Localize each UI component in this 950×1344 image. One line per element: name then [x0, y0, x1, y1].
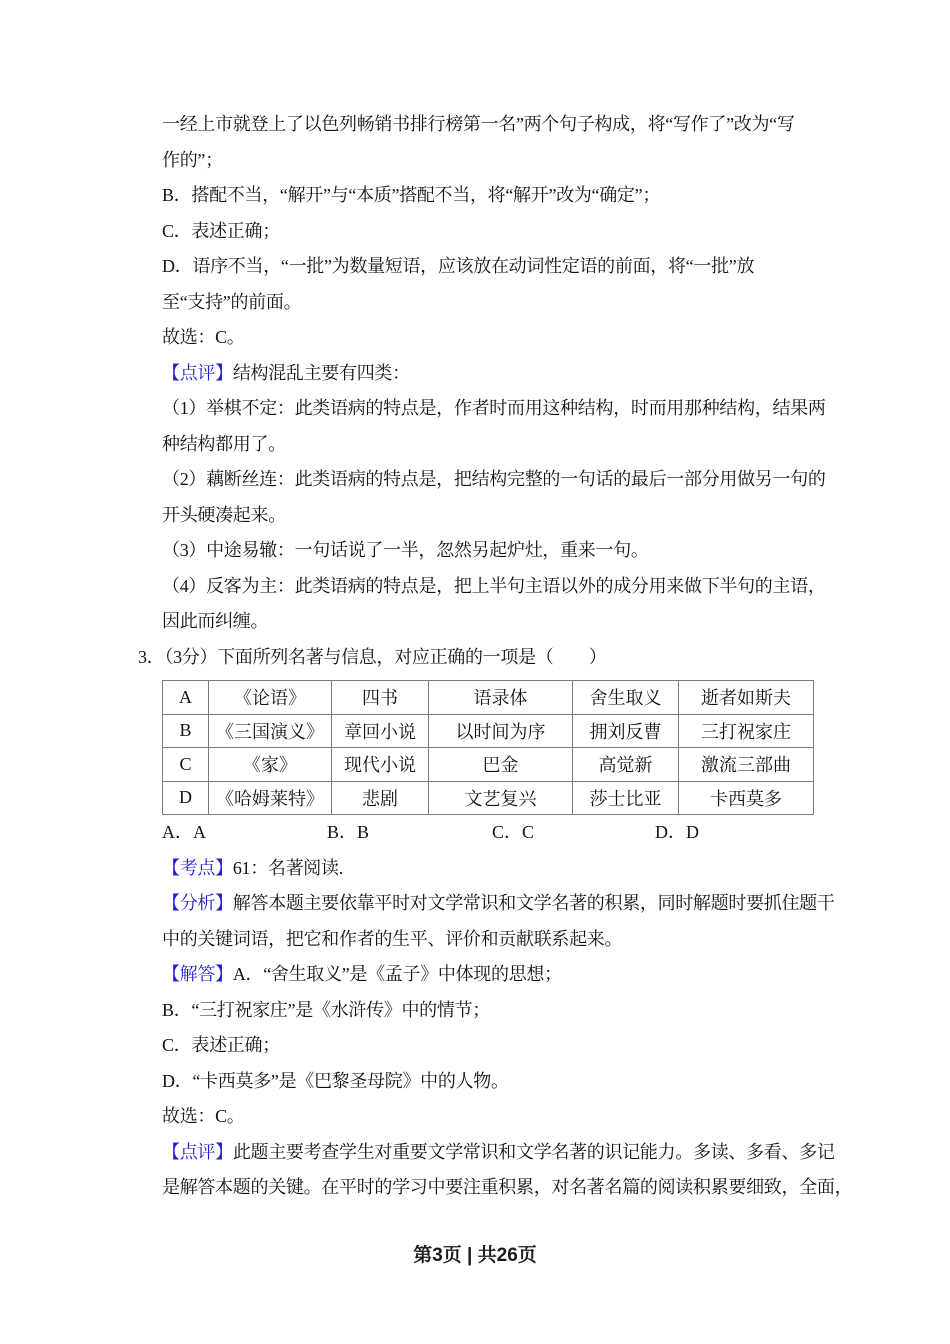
answer-content — [138, 107, 862, 1206]
option-b: B．B — [327, 822, 370, 842]
line-text: C．表述正确； — [162, 1035, 280, 1055]
page-footer: 第3页 | 共26页 — [413, 1245, 537, 1266]
line-text: 至“支持”的前面。 — [162, 291, 302, 312]
line-text: （2）藕断丝连：此类语病的特点是，把结构完整的一句话的最后一部分用做另一句的 — [162, 469, 826, 489]
table-row — [163, 681, 814, 715]
text-line — [162, 1028, 862, 1064]
line-text: B．搭配不当，“解开”与“本质”搭配不当，将“解开”改为“确定”； — [162, 185, 661, 205]
line-text: 结构混乱主要有四类： — [232, 362, 410, 383]
text-line — [162, 214, 862, 250]
text-line — [162, 569, 862, 605]
line-text: 解答本题主要依靠平时对文学常识和文学名著的积累，同时解题时要抓住题干 — [232, 893, 835, 913]
table-cell: 《哈姆莱特》 — [209, 781, 332, 815]
table-cell: 三打祝家庄 — [679, 714, 814, 748]
table-row — [163, 748, 814, 782]
table-cell: 高觉新 — [573, 748, 679, 782]
text-line — [162, 498, 862, 534]
line-text: 故选：C。 — [162, 1106, 245, 1126]
table-cell: B — [163, 714, 209, 748]
table-cell: C — [163, 748, 209, 782]
text-line — [162, 285, 862, 321]
text-line — [162, 249, 862, 285]
line-text: C．表述正确； — [162, 220, 280, 241]
line-text: B．“三打祝家庄”是《水浒传》中的情节； — [162, 999, 490, 1020]
table-cell: 悲剧 — [332, 781, 429, 815]
table-row — [163, 781, 814, 815]
text-line — [162, 993, 862, 1029]
section-label: 【分析】 — [162, 893, 233, 913]
line-text: 此题主要考查学生对重要文学常识和文学名著的识记能力。多读、多看、多记 — [232, 1141, 835, 1162]
table-cell: 章回小说 — [332, 714, 429, 748]
section-label: 【解答】 — [162, 964, 233, 984]
labeled-text-line — [162, 886, 862, 922]
table-cell: 四书 — [332, 681, 429, 715]
table-cell: D — [163, 781, 209, 815]
table-cell: 激流三部曲 — [679, 748, 814, 782]
table-cell: 《论语》 — [209, 681, 332, 715]
labeled-text-line — [162, 356, 862, 392]
text-line — [162, 107, 862, 143]
table-cell: 以时间为序 — [429, 714, 573, 748]
labeled-text-line — [162, 957, 862, 993]
line-text: （1）举棋不定：此类语病的特点是，作者时而用这种结构，时而用那种结构，结果两 — [162, 398, 826, 418]
line-text: 故选：C。 — [162, 327, 245, 347]
text-line — [162, 1064, 862, 1100]
line-text: 61：名著阅读. — [232, 857, 343, 878]
table-row — [163, 714, 814, 748]
literature-info-table — [162, 680, 814, 815]
line-text: 3．（3分）下面所列名著与信息，对应正确的一项是（ ） — [138, 646, 607, 667]
line-text: A．“舍生取义”是《孟子》中体现的思想； — [232, 964, 562, 984]
line-text: （3）中途易辙：一句话说了一半，忽然另起炉灶，重来一句。 — [162, 540, 649, 560]
table-cell: 巴金 — [429, 748, 573, 782]
text-line — [162, 391, 862, 427]
text-line — [162, 427, 862, 463]
line-text: 一经上市就登上了以色列畅销书排行榜第一名”两个句子构成，将“写作了”改为“写 — [162, 114, 795, 134]
text-line — [162, 462, 862, 498]
section-label: 【点评】 — [162, 1141, 233, 1162]
line-text: （4）反客为主：此类语病的特点是，把上半句主语以外的成分用来做下半句的主语， — [162, 575, 826, 596]
section-label: 【点评】 — [162, 362, 233, 383]
line-text: D．语序不当，“一批”为数量短语，应该放在动词性定语的前面，将“一批”放 — [162, 256, 755, 276]
line-text: 作的”； — [162, 149, 223, 170]
table-cell: 文艺复兴 — [429, 781, 573, 815]
text-line — [162, 533, 862, 569]
table-cell: 卡西莫多 — [679, 781, 814, 815]
labeled-text-line — [162, 1135, 862, 1171]
labeled-text-line — [162, 851, 862, 887]
table-cell: 逝者如斯夫 — [679, 681, 814, 715]
table-cell: 舍生取义 — [573, 681, 679, 715]
line-text: 是解答本题的关键。在平时的学习中要注重积累，对名著名篇的阅读积累要细致，全面， — [162, 1177, 853, 1197]
line-text: 中的关键词语，把它和作者的生平、评价和贡献联系起来。 — [162, 928, 623, 949]
line-text: D．“卡西莫多”是《巴黎圣母院》中的人物。 — [162, 1070, 509, 1091]
table-cell: 语录体 — [429, 681, 573, 715]
table-cell: 《三国演义》 — [209, 714, 332, 748]
table-cell: 莎士比亚 — [573, 781, 679, 815]
table-cell: 拥刘反曹 — [573, 714, 679, 748]
text-line — [162, 1170, 862, 1206]
text-line — [162, 143, 862, 179]
option-a: A．A — [162, 822, 206, 842]
text-line — [162, 178, 862, 214]
text-line — [162, 320, 862, 356]
table-cell: A — [163, 681, 209, 715]
line-text: 开头硬凑起来。 — [162, 504, 286, 525]
option-d: D．D — [655, 822, 699, 842]
text-line — [138, 640, 862, 676]
text-line — [162, 604, 862, 640]
section-label: 【考点】 — [162, 857, 233, 878]
table-cell: 《家》 — [209, 748, 332, 782]
text-line — [162, 922, 862, 958]
answer-options-row — [162, 815, 862, 851]
table-cell: 现代小说 — [332, 748, 429, 782]
option-c: C．C — [492, 822, 535, 842]
line-text: 种结构都用了。 — [162, 433, 286, 454]
line-text: 因此而纠缠。 — [162, 611, 269, 631]
text-line — [162, 1099, 862, 1135]
